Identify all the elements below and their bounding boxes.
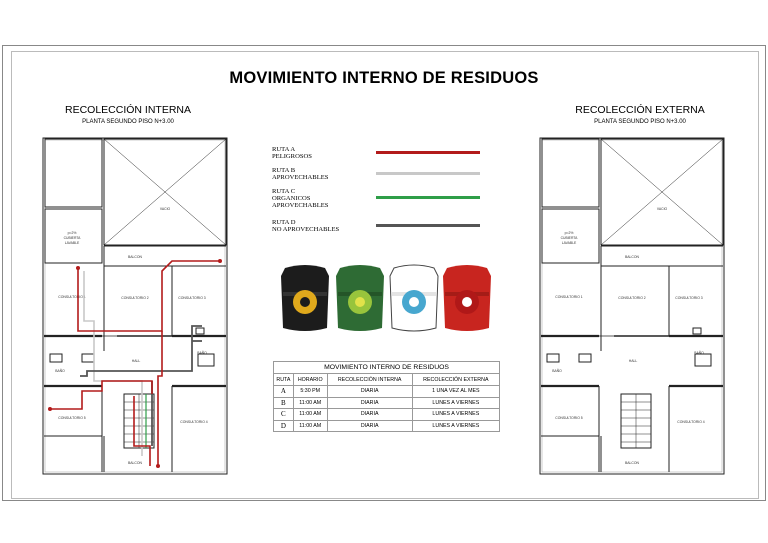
left-plan-subtitle: PLANTA SEGUNDO PISO N+3.00: [82, 119, 174, 125]
room-label-vacio: VACIO: [656, 207, 668, 211]
room-label-cubierta-2: CUBIERTA: [560, 236, 578, 240]
page-title: MOVIMIENTO INTERNO DE RESIDUOS: [229, 69, 539, 87]
room-label-bano-right: BAÑO: [197, 351, 207, 355]
legend-line-ruta-b: [376, 172, 480, 175]
room-label-consultorio-4: CONSULTORIO 4: [677, 420, 705, 424]
room-label-cubierta-3: LAVABLE: [64, 241, 80, 245]
legend-label-ruta-d: RUTA D NO APROVECHABLES: [272, 219, 340, 233]
table-row: C 11:00 AM DIARIA LUNES A VIERNES: [274, 409, 500, 421]
room-label-hall: HALL: [628, 359, 638, 363]
right-plan-title: RECOLECCIÓN EXTERNA: [575, 104, 705, 116]
room-label-bano-left: BAÑO: [552, 369, 562, 373]
table-header-ruta: RUTA: [274, 374, 294, 386]
room-label-consultorio-5: CONSULTORIO 5: [555, 416, 583, 420]
room-label-consultorio-4: CONSULTORIO 4: [180, 420, 208, 424]
legend-label-ruta-a: RUTA A PELIGROSOS: [272, 146, 312, 160]
room-label-consultorio-3: CONSULTORIO 3: [178, 296, 206, 300]
table-row: D 11:00 AM DIARIA LUNES A VIERNES: [274, 420, 500, 432]
legend-line-ruta-d: [376, 224, 480, 227]
route-a-path: [50, 261, 220, 466]
schedule-table: [273, 361, 500, 432]
room-label-consultorio-2: CONSULTORIO 2: [618, 296, 646, 300]
room-label-balcon-bottom: BALCON: [625, 461, 639, 465]
room-label-cubierta-1: p=2%: [564, 231, 574, 235]
table-header-interna: RECOLECCIÓN INTERNA: [327, 374, 412, 386]
legend-label-ruta-c: RUTA C ORGANICOS APROVECHABLES: [272, 188, 329, 209]
room-label-vacio: VACIO: [159, 207, 171, 211]
organico-icon: [334, 262, 386, 336]
left-floor-plan: [42, 136, 230, 476]
peligroso-icon: [441, 262, 493, 336]
room-label-bano-left: BAÑO: [55, 369, 65, 373]
room-label-balcon-top: BALCON: [128, 255, 142, 259]
room-label-balcon-bottom: BALCON: [128, 461, 142, 465]
aprovechable-icon: [388, 262, 440, 336]
room-label-consultorio-5: CONSULTORIO 5: [58, 416, 86, 420]
legend-line-ruta-c: [376, 196, 480, 199]
left-floor-plan-drawing: [42, 136, 230, 476]
room-label-cubierta-1: p=2%: [67, 231, 77, 235]
room-label-consultorio-3: CONSULTORIO 3: [675, 296, 703, 300]
table-row: A 5:30 PM DIARIA 1 UNA VEZ AL MES: [274, 386, 500, 398]
room-label-hall: HALL: [131, 359, 141, 363]
legend-label-ruta-b: RUTA B APROVECHABLES: [272, 167, 329, 181]
table-row: B 11:00 AM DIARIA LUNES A VIERNES: [274, 397, 500, 409]
no-aprovechable-icon: [279, 262, 331, 336]
room-label-balcon-top: BALCON: [625, 255, 639, 259]
right-plan-subtitle: PLANTA SEGUNDO PISO N+3.00: [594, 119, 686, 125]
left-plan-title: RECOLECCIÓN INTERNA: [64, 104, 191, 116]
table-header-externa: RECOLECCIÓN EXTERNA: [412, 374, 499, 386]
table-header-horario: HORARIO: [293, 374, 327, 386]
room-label-consultorio-2: CONSULTORIO 2: [121, 296, 149, 300]
legend-line-ruta-a: [376, 151, 480, 154]
right-floor-plan-drawing: [539, 136, 727, 476]
room-label-consultorio-1: CONSULTORIO 1: [555, 295, 583, 299]
right-floor-plan: [539, 136, 727, 476]
table-caption: MOVIMIENTO INTERNO DE RESIDUOS: [274, 362, 500, 374]
room-label-cubierta-3: LAVABLE: [561, 241, 577, 245]
room-label-cubierta-2: CUBIERTA: [63, 236, 81, 240]
room-label-consultorio-1: CONSULTORIO 1: [58, 295, 86, 299]
room-label-bano-right: BAÑO: [694, 351, 704, 355]
